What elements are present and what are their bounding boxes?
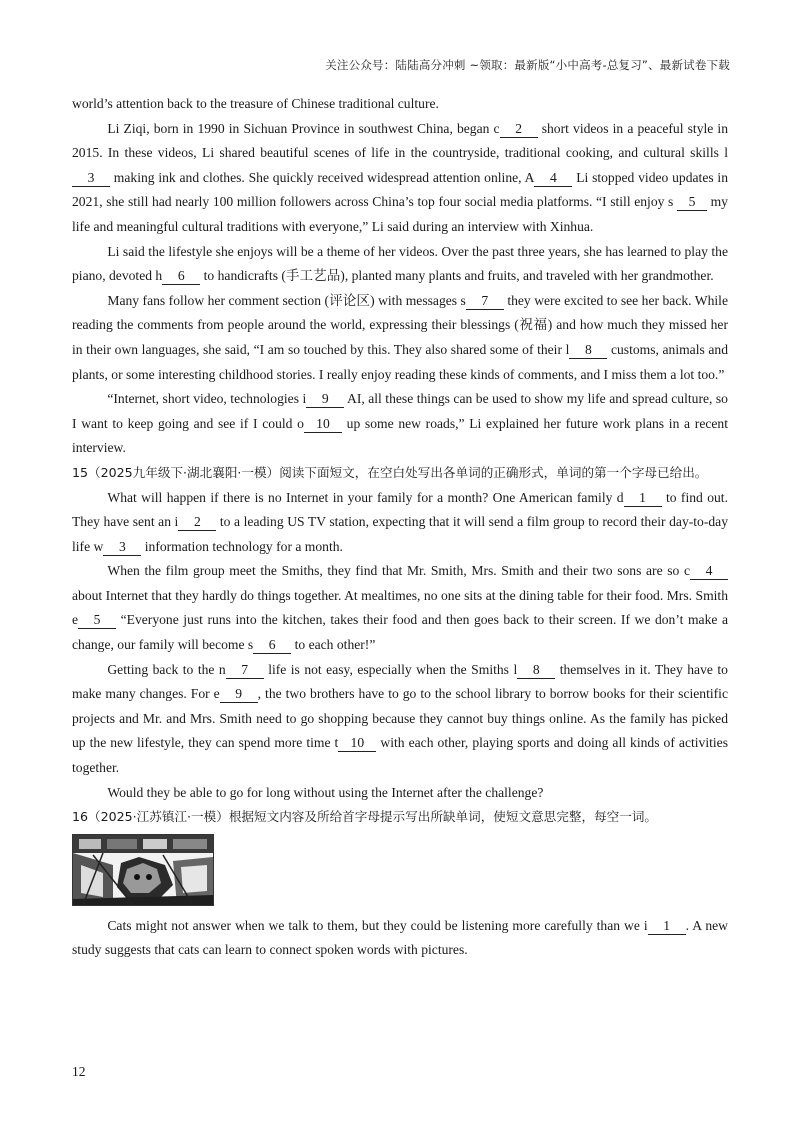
question-15-paragraph-3: [72, 658, 728, 781]
passage-14-paragraph-3: [72, 289, 728, 387]
text: . A new study suggests that cats can learn to connect spoken words with pictures.: [72, 917, 728, 958]
text: they were excited to see her back. While reading the comments from people around the world, expressing their blessings (祝福) and how much they missed her in their own languages, she said, “I am so touched by this. They also shared some of their l: [72, 292, 728, 357]
text: What will happen if there is no Internet in your family for a month? One American family d: [107, 489, 624, 505]
blank-8: 8: [569, 342, 607, 359]
blank-9: 9: [306, 391, 344, 408]
passage-14-paragraph-2: [72, 240, 728, 289]
text: Getting back to the n: [107, 661, 226, 677]
passage-14-paragraph-4: [72, 387, 728, 461]
text: to handicrafts (手工艺品), planted many plants and fruits, and traveled with her grandmother.: [203, 268, 714, 284]
question-15-heading: 15（2025九年级下·湖北襄阳·一模）阅读下面短文，在空白处写出各单词的正确形式，单词的第一个字母已给出。: [72, 464, 708, 480]
text: short videos in a peaceful style in 2015. In these videos, Li shared beautiful scenes of life in the countryside, traditional cooking, and cultural skills l: [72, 120, 728, 161]
blank-4: 4: [534, 170, 572, 187]
blank-1: 1: [648, 918, 686, 935]
blank-8: 8: [517, 662, 555, 679]
blank-2: 2: [500, 121, 538, 138]
blank-6: 6: [162, 268, 200, 285]
text: to each other!”: [294, 637, 376, 653]
text: “Internet, short video, technologies i: [107, 391, 307, 407]
question-15-paragraph-4: Would they be able to go for long without using the Internet after the challenge?: [107, 784, 544, 800]
blank-10: 10: [338, 735, 376, 752]
text: my life and meaningful cultural traditions with everyone,” Li said during an interview with Xinhua.: [72, 194, 728, 234]
text: to find out. They have sent an i: [72, 489, 728, 530]
question-16-heading: 16（2025·江苏镇江·一模）根据短文内容及所给首字母提示写出所缺单词，使短文意思完整，每空一词。: [72, 809, 658, 825]
text: Li said the lifestyle she enjoys will be a theme of her videos. Over the past three years, she has learned to play the piano, devoted h: [72, 243, 728, 284]
passage-14-paragraph-1: [72, 117, 728, 240]
blank-2: 2: [178, 514, 216, 531]
question-15-paragraph-2: [72, 559, 728, 657]
blank-6: 6: [253, 637, 291, 654]
blank-1: 1: [624, 490, 662, 507]
text: When the film group meet the Smiths, they find that Mr. Smith, Mrs. Smith and their two sons are so c: [107, 563, 690, 579]
question-16-paragraph-1: [72, 914, 728, 963]
text: themselves in it. They have to make many changes. For e: [72, 661, 728, 702]
text: customs, animals and plants, or some interesting childhood stories. I really enjoy reading these kinds of comments, and I miss them a lot too.”: [72, 341, 728, 382]
blank-7: 7: [226, 662, 264, 679]
text: with each other, playing sports and doing all kinds of activities together.: [72, 735, 729, 776]
page-number: 12: [72, 1064, 86, 1079]
text: “Everyone just runs into the kitchen, takes their food and then goes back to their screen. If we don’t make a change, our family will become s: [72, 612, 729, 653]
cat-photo-image: [72, 834, 214, 906]
text: , the two brothers have to go to the school library to borrow books for their scientific projects and Mr. and Mrs. Smith need to go shopping because they cannot buy things online. As the family has picked up the new lifestyle, they can spend more time t: [72, 686, 728, 751]
text: information technology for a month.: [144, 538, 343, 554]
blank-7: 7: [466, 293, 504, 310]
text: making ink and clothes. She quickly received widespread attention online, A: [113, 169, 535, 185]
blank-5: 5: [78, 612, 116, 629]
text: Many fans follow her comment section (评论区) with messages s: [107, 292, 466, 308]
blank-3: 3: [103, 539, 141, 556]
blank-5: 5: [677, 194, 707, 211]
text: up some new roads,” Li explained her future work plans in a recent interview.: [72, 415, 728, 456]
blank-3: 3: [72, 170, 110, 187]
text: Li Ziqi, born in 1990 in Sichuan Province in southwest China, began c: [107, 120, 500, 136]
page-content: [72, 92, 728, 963]
blank-9: 9: [220, 686, 258, 703]
text: life is not easy, especially when the Smiths l: [268, 661, 518, 677]
blank-10: 10: [304, 416, 342, 433]
text: to a leading US TV station, expecting that it will send a film group to record their day-to-day life w: [72, 514, 728, 554]
blank-4: 4: [690, 563, 728, 580]
passage-14-continued: world’s attention back to the treasure of Chinese traditional culture.: [72, 96, 439, 111]
question-15-paragraph-1: [72, 486, 728, 560]
text: about Internet that they hardly do things together. At mealtimes, no one sits at the dining table for their food. Mrs. Smith e: [72, 587, 728, 628]
text: AI, all these things can be used to show my life and spread culture, so I want to keep going and see if I could o: [72, 391, 728, 431]
page-header: 关注公众号：陆陆高分冲刺 ~领取：最新版“小中高考-总复习”、最新试卷下载: [325, 58, 730, 72]
text: Li stopped video updates in 2021, she still had nearly 100 million followers across China’s top four social media platforms. “I still enjoy s: [72, 169, 728, 210]
text: Cats might not answer when we talk to them, but they could be listening more carefully than we i: [107, 917, 648, 933]
